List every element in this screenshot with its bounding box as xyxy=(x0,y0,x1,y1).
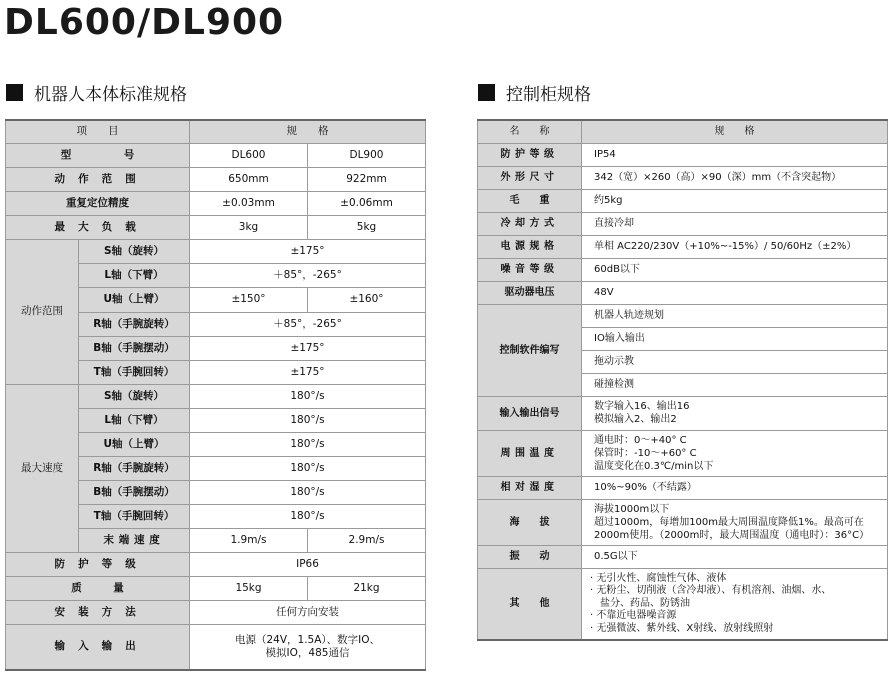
other-item: · 不靠近电器噪音源 xyxy=(590,610,677,621)
cell-value: 21kg xyxy=(308,576,426,600)
cell-value: ＋85°，-265° xyxy=(190,312,426,336)
axis-label: T轴（手腕回转） xyxy=(79,504,190,528)
table-row xyxy=(478,476,888,499)
cell-value: 约5kg xyxy=(582,189,888,212)
table-row xyxy=(6,239,426,263)
cell-value: 48V xyxy=(582,281,888,304)
right-heading-text: 控制柜规格 xyxy=(506,85,591,105)
table-row xyxy=(478,166,888,189)
row-label: 外形尺寸 xyxy=(478,166,582,189)
io-line-2: 模拟IO，485通信 xyxy=(265,646,350,659)
cell-value: 任何方向安装 xyxy=(190,600,426,624)
row-label: 冷却方式 xyxy=(478,212,582,235)
table-row xyxy=(478,396,888,430)
cell-value: 180°/s xyxy=(190,432,426,456)
table-row xyxy=(478,258,888,281)
row-label: 噪音等级 xyxy=(478,258,582,281)
io-signal-line-1: 数字输入16、输出16 xyxy=(594,401,690,412)
table-row xyxy=(478,143,888,166)
table-header-row xyxy=(478,120,888,143)
table-row xyxy=(478,568,888,640)
cell-value: 180°/s xyxy=(190,384,426,408)
altitude-line-2: 超过1000m，每增加100m最大周围温度降低1%。最高可在 xyxy=(594,516,864,528)
row-label: 电源规格 xyxy=(478,235,582,258)
cell-value: DL600 xyxy=(190,143,308,167)
table-row xyxy=(6,576,426,600)
cell-value: 180°/s xyxy=(190,456,426,480)
row-label: 防 护 等 级 xyxy=(6,552,190,576)
ambient-line-3: 温度变化在0.3℃/min以下 xyxy=(594,460,714,472)
row-label: 海 拔 xyxy=(478,499,582,545)
row-label: 型 号 xyxy=(6,143,190,167)
table-row xyxy=(6,600,426,624)
row-label: 输 入 输 出 xyxy=(6,624,190,670)
header-item: 项 目 xyxy=(6,120,190,143)
table-row xyxy=(478,189,888,212)
axis-label: U轴（上臂） xyxy=(79,287,190,312)
cell-value: ±175° xyxy=(190,360,426,384)
cell-value: 180°/s xyxy=(190,408,426,432)
header-spec: 规 格 xyxy=(190,120,426,143)
table-row xyxy=(478,281,888,304)
other-item: · 无粉尘、切削液（含冷却液）、有机溶剂、油烟、水、 xyxy=(590,585,832,596)
cell-value: 180°/s xyxy=(190,504,426,528)
table-row xyxy=(6,384,426,408)
header-spec: 规 格 xyxy=(582,120,888,143)
ambient-line-2: 保管时：-10～+60° C xyxy=(594,447,697,459)
cell-value xyxy=(582,430,888,476)
cell-value: 1.9m/s xyxy=(190,528,308,552)
right-section-heading xyxy=(478,80,591,105)
table-row xyxy=(6,552,426,576)
cell-value: ＋85°，-265° xyxy=(190,263,426,287)
cell-value: 2.9m/s xyxy=(308,528,426,552)
table-row xyxy=(478,545,888,568)
table-row xyxy=(478,212,888,235)
cell-value: ±160° xyxy=(308,287,426,312)
cell-value: 5kg xyxy=(308,215,426,239)
table-row xyxy=(6,143,426,167)
cell-value xyxy=(582,396,888,430)
cell-value: 单相 AC220/230V（+10%~-15%）/ 50/60Hz（±2%） xyxy=(582,235,888,258)
table-row xyxy=(478,235,888,258)
cell-value: ±150° xyxy=(190,287,308,312)
row-label: 毛 重 xyxy=(478,189,582,212)
table-row xyxy=(6,624,426,670)
cell-value: ±175° xyxy=(190,336,426,360)
axis-label: S轴（旋转） xyxy=(79,384,190,408)
cell-value: ±175° xyxy=(190,239,426,263)
other-item: · 无强微波、紫外线、X射线、放射线照射 xyxy=(590,622,774,634)
row-label: 周围温度 xyxy=(478,430,582,476)
cell-value: 3kg xyxy=(190,215,308,239)
left-section-heading xyxy=(6,80,187,105)
row-label: 防护等级 xyxy=(478,143,582,166)
software-item: 机器人轨迹规划 xyxy=(582,304,888,327)
table-row xyxy=(6,167,426,191)
left-heading-text: 机器人本体标准规格 xyxy=(34,85,187,105)
other-item: 盐分、药品、防锈油 xyxy=(590,597,690,609)
row-label: 输入输出信号 xyxy=(478,396,582,430)
row-label: 最 大 负 载 xyxy=(6,215,190,239)
cell-value xyxy=(190,624,426,670)
cell-value: 922mm xyxy=(308,167,426,191)
cell-value: IP54 xyxy=(582,143,888,166)
controller-spec-table xyxy=(477,119,888,641)
axis-label: U轴（上臂） xyxy=(79,432,190,456)
axis-label: B轴（手腕摆动） xyxy=(79,336,190,360)
cell-value xyxy=(582,499,888,545)
table-row xyxy=(478,304,888,327)
cell-value: 0.5G以下 xyxy=(582,545,888,568)
axis-label: L轴（下臂） xyxy=(79,408,190,432)
row-label: 振 动 xyxy=(478,545,582,568)
cell-value: 15kg xyxy=(190,576,308,600)
robot-spec-table xyxy=(5,119,426,671)
cell-value: DL900 xyxy=(308,143,426,167)
io-line-1: 电源（24V，1.5A）、数字IO、 xyxy=(234,633,381,646)
ambient-line-1: 通电时：0～+40° C xyxy=(594,434,687,446)
cell-value: ±0.03mm xyxy=(190,191,308,215)
table-header-row xyxy=(6,120,426,143)
square-bullet-icon xyxy=(478,84,495,101)
row-label: 其 他 xyxy=(478,568,582,640)
axis-label: R轴（手腕旋转） xyxy=(79,312,190,336)
cell-value: 342（宽）×260（高）×90（深）mm（不含突起物） xyxy=(582,166,888,189)
row-label: 质 量 xyxy=(6,576,190,600)
cell-value: 60dB以下 xyxy=(582,258,888,281)
row-label: 动 作 范 围 xyxy=(6,167,190,191)
software-label: 控制软件编写 xyxy=(478,304,582,396)
io-signal-line-2: 模拟输入2、输出2 xyxy=(594,414,677,425)
table-row xyxy=(6,215,426,239)
axis-label: 末端速度 xyxy=(79,528,190,552)
table-row xyxy=(6,191,426,215)
cell-value: ±0.06mm xyxy=(308,191,426,215)
other-item: · 无引火性、腐蚀性气体、液体 xyxy=(590,572,727,584)
page-title: DL600/DL900 xyxy=(4,2,285,43)
axis-label: R轴（手腕旋转） xyxy=(79,456,190,480)
cell-value: IP66 xyxy=(190,552,426,576)
axis-label: T轴（手腕回转） xyxy=(79,360,190,384)
software-item: 拖动示教 xyxy=(582,350,888,373)
motion-range-label: 动作范围 xyxy=(6,239,79,384)
cell-value: 650mm xyxy=(190,167,308,191)
axis-label: L轴（下臂） xyxy=(79,263,190,287)
cell-value: 直接冷却 xyxy=(582,212,888,235)
header-name: 名 称 xyxy=(478,120,582,143)
row-label: 重复定位精度 xyxy=(6,191,190,215)
table-row xyxy=(478,499,888,545)
row-label: 驱动器电压 xyxy=(478,281,582,304)
cell-value: 180°/s xyxy=(190,480,426,504)
table-row xyxy=(478,430,888,476)
axis-label: S轴（旋转） xyxy=(79,239,190,263)
altitude-line-3: 2000m使用。（2000m时，最大周围温度（通电时）：36°C） xyxy=(594,529,870,541)
row-label: 安 装 方 法 xyxy=(6,600,190,624)
altitude-line-1: 海拔1000m以下 xyxy=(594,503,670,515)
software-item: IO输入输出 xyxy=(582,327,888,350)
max-speed-label: 最大速度 xyxy=(6,384,79,552)
axis-label: B轴（手腕摆动） xyxy=(79,480,190,504)
row-label: 相对湿度 xyxy=(478,476,582,499)
square-bullet-icon xyxy=(6,84,23,101)
cell-value xyxy=(582,568,888,640)
cell-value: 10%~90%（不结露） xyxy=(582,476,888,499)
software-item: 碰撞检测 xyxy=(582,373,888,396)
